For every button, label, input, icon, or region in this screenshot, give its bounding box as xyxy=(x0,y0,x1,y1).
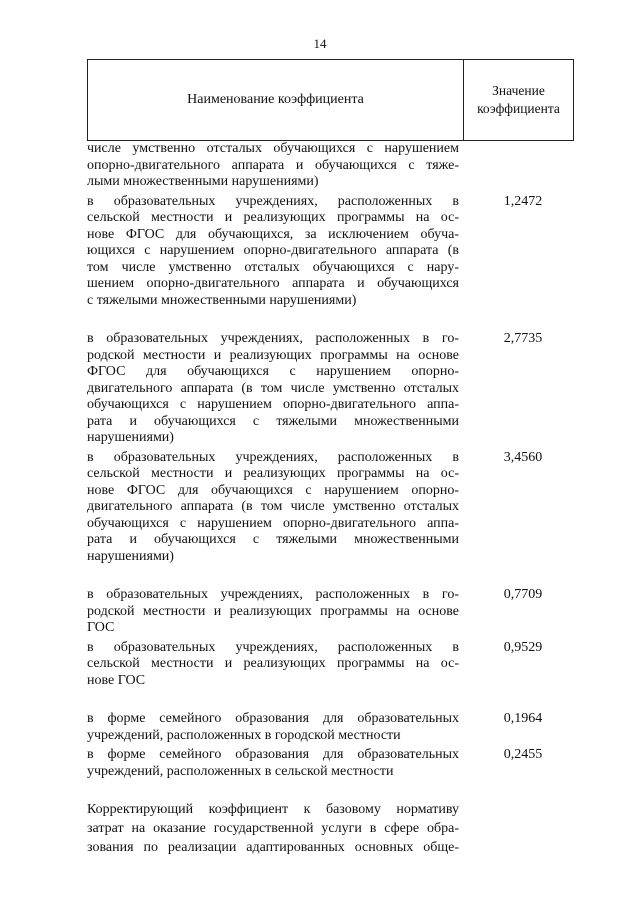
coefficient-name-line: родской местности и реализующих программы на основе xyxy=(87,603,459,619)
coefficient-name-line: ГОС xyxy=(87,620,115,635)
closing-paragraph-line: Корректирующий коэффициент к базовому нормативу xyxy=(87,802,459,817)
coefficient-value: 3,4560 xyxy=(503,449,543,465)
coefficient-value: 0,1964 xyxy=(503,711,543,726)
coefficient-name xyxy=(87,450,459,566)
coefficient-name-line: в образовательных учреждениях, расположенных в xyxy=(87,639,459,655)
coefficient-name-line: нове ФГОС для обучающихся с нарушением опорно- xyxy=(87,482,459,498)
coefficient-name-line: числе умственно отсталых обучающихся с нарушением xyxy=(87,141,459,156)
coefficient-name-line: рата и обучающихся с тяжелыми множественными xyxy=(87,532,459,547)
closing-paragraph-line: затрат на оказание государственной услуги в сфере обра- xyxy=(87,821,459,836)
table-row xyxy=(87,587,577,637)
coefficient-name-line: с тяжелыми множественными нарушениями) xyxy=(87,292,357,308)
coefficient-value: 0,7709 xyxy=(503,587,543,602)
coefficient-name-line: ющихся с нарушением опорно-двигательного аппарата (в xyxy=(87,243,459,258)
table-row xyxy=(87,711,577,744)
coefficient-name-line: двигательного аппарата (в том числе умственно отсталых xyxy=(87,380,459,396)
coefficient-name-line: в образовательных учреждениях, расположенных в го- xyxy=(87,331,459,346)
coefficient-name-line: том числе умственно отсталых обучающихся с нару- xyxy=(87,259,459,275)
closing-paragraph-line: зования по реализации адаптированных основных обще- xyxy=(87,840,459,855)
column-header-value: Значение коэффициента xyxy=(477,83,560,116)
coefficient-name-line: обучающихся с нарушением опорно-двигательного аппа- xyxy=(87,397,459,412)
row-spacer xyxy=(87,309,577,331)
coefficient-name-line: нарушениями) xyxy=(87,430,174,445)
coefficient-name-line: учреждений, расположенных в городской местности xyxy=(87,727,401,743)
coefficient-name-line: учреждений, расположенных в сельской местности xyxy=(87,763,394,779)
coefficient-name-line: лыми множественными нарушениями) xyxy=(87,174,319,189)
coefficient-name-line: рата и обучающихся с тяжелыми множественными xyxy=(87,413,459,429)
coefficient-name-line: ФГОС для обучающихся с нарушением опорно- xyxy=(87,364,459,379)
coefficient-name-line: сельской местности и реализующих программы на ос- xyxy=(87,656,459,671)
coefficient-name-line: сельской местности и реализующих программы на ос- xyxy=(87,466,459,481)
coefficient-name xyxy=(87,194,459,310)
coefficient-name-line: нове ФГОС для обучающихся, за исключением обуча- xyxy=(87,226,459,242)
coefficient-name-line: в форме семейного образования для образовательных xyxy=(87,747,459,762)
closing-paragraph xyxy=(87,800,459,857)
coefficient-value: 0,2455 xyxy=(503,747,543,762)
coefficient-name-line: сельской местности и реализующих программы на ос- xyxy=(87,210,459,225)
row-spacer xyxy=(87,565,577,587)
table-row xyxy=(87,194,577,310)
table-row xyxy=(87,747,577,780)
coefficient-name-line: шением опорно-двигательного аппарата и обучающихся xyxy=(87,276,459,291)
table-row xyxy=(87,141,577,191)
coefficient-name-line: в образовательных учреждениях, расположенных в го- xyxy=(87,587,459,602)
row-spacer xyxy=(87,689,577,711)
coefficient-name-line: родской местности и реализующих программы на основе xyxy=(87,347,459,363)
coefficient-name xyxy=(87,747,459,780)
coefficient-name xyxy=(87,640,459,690)
coefficient-value: 0,9529 xyxy=(503,639,543,655)
coefficient-name-line: в форме семейного образования для образовательных xyxy=(87,711,459,726)
page-number: 14 xyxy=(313,36,327,51)
coefficient-name-line: в образовательных учреждениях, расположенных в xyxy=(87,193,459,209)
coefficient-name-line: обучающихся с нарушением опорно-двигательного аппа- xyxy=(87,515,459,531)
coefficient-value: 2,7735 xyxy=(503,331,543,346)
table-row xyxy=(87,450,577,566)
coefficient-name xyxy=(87,711,459,744)
coefficient-name-line: двигательного аппарата (в том числе умственно отсталых xyxy=(87,499,459,514)
coefficient-name-line: в образовательных учреждениях, расположенных в xyxy=(87,449,459,465)
coefficient-name-line: нове ГОС xyxy=(87,672,146,688)
coefficient-name-line: нарушениями) xyxy=(87,548,174,564)
table-header xyxy=(87,59,574,141)
coefficient-name-line: опорно-двигательного аппарата и обучающихся с тяже- xyxy=(87,157,459,173)
coefficient-table-body xyxy=(87,141,577,857)
coefficient-name xyxy=(87,331,459,447)
column-header-name: Наименование коэффициента xyxy=(88,60,464,140)
coefficient-name xyxy=(87,587,459,637)
coefficient-name xyxy=(87,141,459,191)
coefficient-value: 1,2472 xyxy=(503,193,543,209)
table-row xyxy=(87,640,577,690)
table-row xyxy=(87,331,577,447)
